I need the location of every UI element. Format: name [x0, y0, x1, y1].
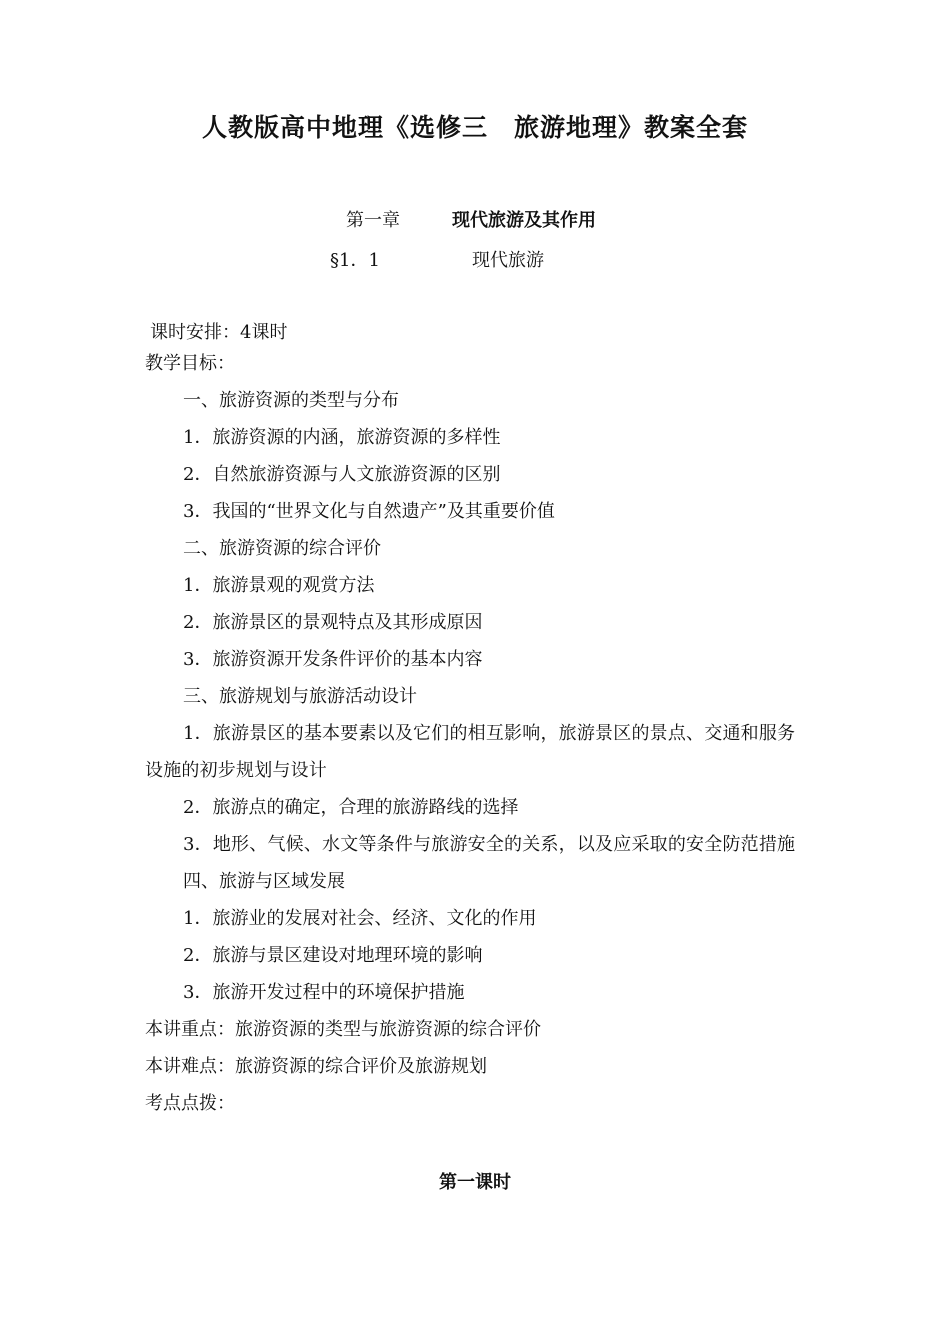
- document-body: [145, 314, 810, 1122]
- objective-item: 2．旅游与景区建设对地理环境的影响: [183, 945, 483, 966]
- objective-item: 3．地形、气候、水文等条件与旅游安全的关系，以及应采取的安全防范措施: [183, 834, 796, 855]
- difficult-points: 本讲难点：旅游资源的综合评价及旅游规划: [145, 1056, 487, 1077]
- objective-item: 1．旅游景区的基本要素以及它们的相互影响，旅游景区的景点、交通和服务设施的初步规划与设计: [145, 723, 796, 781]
- section-name: 现代旅游: [472, 250, 544, 271]
- document-title: 人教版高中地理《选修三 旅游地理》教案全套: [201, 113, 748, 142]
- section-heading: [330, 246, 544, 272]
- schedule-line: 课时安排：4课时: [150, 322, 288, 343]
- objective-item: 3．旅游资源开发条件评价的基本内容: [183, 649, 483, 670]
- section-number: §1．1: [330, 250, 380, 271]
- objective-item: 2．旅游点的确定，合理的旅游路线的选择: [183, 797, 519, 818]
- objective-item: 1．旅游业的发展对社会、经济、文化的作用: [183, 908, 537, 929]
- chapter-name: 现代旅游及其作用: [452, 210, 596, 231]
- objective-item: 1．旅游景观的观赏方法: [183, 575, 375, 596]
- objective-heading: 一、旅游资源的类型与分布: [183, 390, 399, 411]
- objective-item: 3．我国的“世界文化与自然遗产”及其重要价值: [183, 501, 555, 522]
- lesson-heading: 第一课时: [439, 1172, 511, 1193]
- chapter-heading: [346, 206, 596, 232]
- objective-heading: 三、旅游规划与旅游活动设计: [183, 686, 417, 707]
- objective-heading: 二、旅游资源的综合评价: [183, 538, 381, 559]
- objective-item: 1．旅游资源的内涵，旅游资源的多样性: [183, 427, 501, 448]
- chapter-number: 第一章: [346, 210, 400, 231]
- objective-item: 2．自然旅游资源与人文旅游资源的区别: [183, 464, 501, 485]
- objective-item: 2．旅游景区的景观特点及其形成原因: [183, 612, 483, 633]
- objective-item: 3．旅游开发过程中的环境保护措施: [183, 982, 465, 1003]
- objective-heading: 四、旅游与区域发展: [183, 871, 345, 892]
- objectives-label: 教学目标：: [145, 353, 235, 374]
- key-points: 本讲重点：旅游资源的类型与旅游资源的综合评价: [145, 1019, 541, 1040]
- exam-tips: 考点点拨：: [145, 1093, 235, 1114]
